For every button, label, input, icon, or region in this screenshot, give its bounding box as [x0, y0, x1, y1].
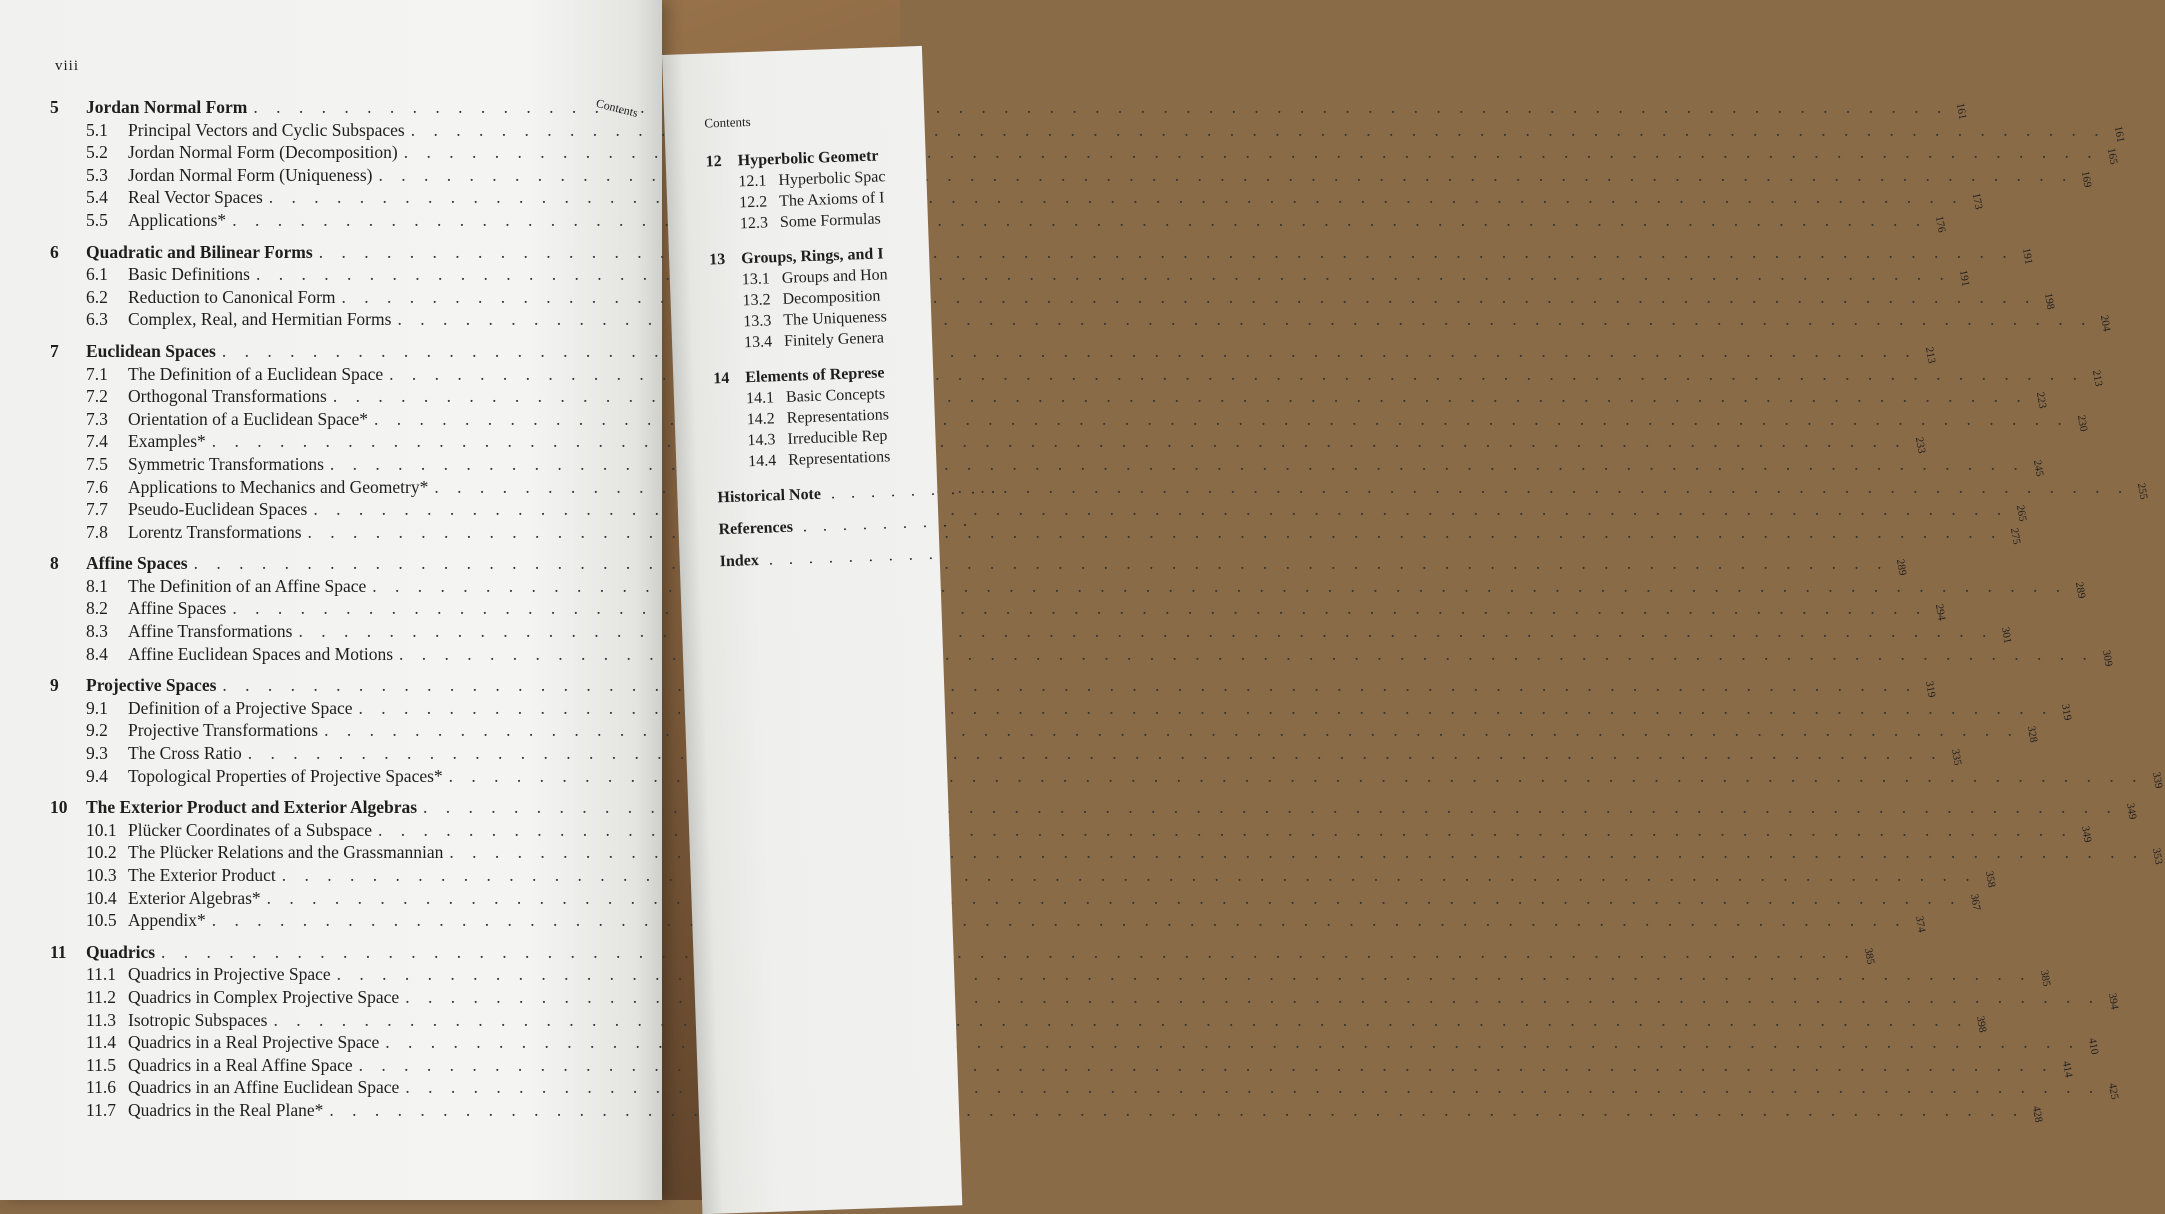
section-number: 10.5 [86, 910, 117, 931]
right-section-number: 13.1 [741, 270, 771, 289]
section-title: Quadrics in a Real Affine Space [128, 1054, 353, 1075]
right-section-title: The Uniqueness [783, 308, 888, 329]
chapter-title: Projective Spaces [86, 675, 217, 696]
section-title: Quadrics in a Real Projective Space [128, 1032, 380, 1053]
section-number: 11.4 [86, 1032, 116, 1053]
section-title: Jordan Normal Form (Uniqueness) [128, 164, 373, 185]
section-page-number: 398 [1974, 1014, 1989, 1033]
right-table-of-contents [704, 108, 1002, 586]
section-number: 9.2 [86, 720, 108, 741]
section-page-number: 169 [2079, 169, 2094, 189]
right-section-number: 14.4 [747, 452, 777, 471]
section-number: 10.3 [86, 865, 117, 885]
dot-leader [267, 888, 1962, 909]
dot-leader [319, 242, 2014, 263]
right-section-title: Hyperbolic Spac [778, 168, 886, 190]
section-number: 11.5 [86, 1054, 116, 1075]
chapter-page-number: 161 [1954, 102, 1969, 121]
section-page-number: 428 [2030, 1105, 2045, 1124]
section-title: The Definition of an Affine Space [128, 575, 367, 596]
section-page-number: 255 [2135, 481, 2150, 500]
dot-leader [423, 797, 2118, 818]
section-number: 11.1 [86, 964, 116, 985]
section-page-number: 173 [1969, 192, 1985, 211]
dot-leader [232, 210, 1927, 231]
section-title: Orientation of a Euclidean Space* [128, 408, 369, 429]
right-chapter-number: 13 [708, 250, 726, 269]
right-section-number: 13.3 [743, 312, 772, 331]
section-page-number: 176 [1932, 215, 1948, 234]
section-number: 6.1 [86, 264, 108, 285]
section-title: Applications* [128, 209, 227, 230]
section-page-number: 394 [2105, 992, 2121, 1011]
right-section-number: 12.3 [739, 214, 769, 233]
section-number: 10.4 [86, 887, 117, 908]
right-section-title: Some Formulas [779, 210, 882, 231]
right-section-number: 13.4 [743, 333, 773, 352]
section-title: Pseudo-Euclidean Spaces [128, 499, 308, 520]
section-line [50, 986, 2121, 1011]
dot-leader [269, 187, 1964, 208]
dot-leader [378, 820, 2073, 841]
section-number: 7.3 [86, 408, 108, 429]
dot-leader [405, 987, 2100, 1008]
section-page-number: 289 [2073, 580, 2088, 600]
section-title: Exterior Algebras* [128, 887, 261, 908]
dot-leader [308, 522, 2003, 543]
section-number: 5.4 [86, 187, 108, 208]
section-title: Affine Spaces [128, 598, 227, 619]
right-section-title: Representations [787, 448, 891, 469]
section-page-number: 191 [1956, 269, 1972, 288]
section-page-number: 367 [1967, 892, 1983, 911]
section-title: The Plücker Relations and the Grassmannian [128, 842, 444, 863]
back-matter-title: Historical Note [717, 485, 822, 507]
section-title: Quadrics in the Real Plane* [128, 1099, 324, 1120]
section-page-number: 230 [2074, 413, 2090, 433]
indent-spacer [716, 466, 748, 467]
section-page-number: 339 [2149, 770, 2165, 790]
right-chapter-title: Elements of Represe [745, 364, 885, 387]
section-number: 8.2 [86, 598, 108, 619]
section-line [50, 819, 2094, 844]
running-head: Contents [594, 96, 640, 120]
section-title: Isotropic Subspaces [128, 1009, 268, 1030]
right-section-title: Groups and Hon [781, 266, 888, 287]
chapter-entry [50, 941, 2121, 1124]
dot-leader [329, 1100, 2024, 1121]
section-number: 10.1 [86, 819, 117, 840]
dot-leader [248, 743, 1943, 764]
dot-leader [313, 499, 2008, 520]
indent-spacer [715, 424, 747, 425]
right-section-title: Irreducible Rep [787, 427, 888, 448]
section-page-number: 265 [2014, 504, 2029, 523]
dot-leader [161, 942, 1856, 963]
chapter-entry [50, 797, 2165, 934]
section-page-number: 233 [1912, 436, 1928, 455]
section-page-number: 223 [2033, 391, 2049, 410]
section-title: The Exterior Product [128, 865, 276, 885]
right-chapter-entry [709, 243, 943, 356]
section-title: Jordan Normal Form (Decomposition) [128, 142, 398, 163]
chapter-number: 8 [50, 553, 59, 574]
section-line [50, 697, 2074, 722]
chapter-title: Quadratic and Bilinear Forms [86, 241, 313, 262]
section-title: Examples* [128, 431, 206, 452]
chapter-page-number: 213 [1922, 346, 1938, 365]
section-number: 5.1 [86, 119, 108, 140]
section-page-number: 245 [2030, 458, 2046, 478]
section-title: Quadrics in Complex Projective Space [128, 986, 400, 1007]
back-matter-list [717, 479, 1002, 585]
dot-leader [324, 720, 2019, 741]
right-chapter-entry [713, 362, 947, 475]
chapter-number: 6 [50, 241, 59, 262]
section-line [50, 910, 1928, 934]
section-page-number: 328 [2024, 725, 2040, 744]
section-title: Projective Transformations [128, 720, 319, 741]
right-section-number: 12.2 [738, 193, 768, 212]
chapter-line [50, 941, 1877, 966]
section-number: 9.3 [86, 743, 108, 764]
chapter-title: The Exterior Product and Exterior Algebras [86, 797, 418, 818]
indent-spacer [712, 347, 744, 348]
section-number: 7.1 [86, 363, 108, 384]
chapter-page-number: 191 [2019, 246, 2035, 265]
chapter-entry [50, 675, 2165, 790]
section-line [50, 1054, 2075, 1079]
section-page-number: 213 [2089, 368, 2105, 387]
chapter-page-number: 289 [1894, 558, 1910, 577]
dot-leader [389, 364, 2084, 385]
dot-leader [222, 341, 1917, 362]
section-number: 10.2 [86, 842, 117, 863]
dot-leader: . . . . . . . . . [758, 545, 940, 569]
section-number: 8.3 [86, 621, 108, 642]
section-line [50, 1009, 1989, 1033]
section-number: 7.6 [86, 476, 108, 497]
chapter-number: 7 [50, 340, 59, 361]
chapter-number: 10 [50, 797, 68, 818]
dot-leader [374, 409, 2069, 430]
back-matter-title: References [718, 518, 794, 539]
section-number: 7.5 [86, 453, 108, 474]
section-page-number: 358 [1982, 870, 1998, 889]
section-line [50, 743, 1964, 767]
section-page-number: 198 [2042, 291, 2057, 311]
section-number: 11.6 [86, 1077, 116, 1098]
section-number: 8.1 [86, 575, 108, 596]
section-title: Symmetric Transformations [128, 453, 324, 474]
section-number: 8.4 [86, 643, 108, 664]
indent-spacer [710, 284, 742, 285]
right-running-head: Contents [704, 113, 751, 131]
section-line [50, 865, 1998, 889]
section-line [50, 842, 2165, 866]
right-section-number: 14.3 [747, 431, 776, 450]
section-line [50, 1032, 2101, 1056]
section-line [50, 765, 2165, 790]
dot-leader [256, 264, 1951, 285]
chapter-number: 11 [50, 941, 67, 962]
section-title: Orthogonal Transformations [128, 386, 327, 407]
dot-leader [222, 675, 1917, 696]
dot-leader [282, 865, 1977, 886]
dot-leader: . . . . . . . . . [820, 479, 1002, 503]
section-title: Principal Vectors and Cyclic Subspaces [128, 119, 405, 140]
dot-leader [378, 165, 2073, 186]
right-section-number: 12.1 [738, 172, 767, 191]
chapter-title: Affine Spaces [86, 553, 188, 574]
indent-spacer [707, 186, 739, 187]
dot-leader [404, 142, 2099, 163]
dot-leader [253, 97, 1948, 118]
dot-leader [359, 698, 2054, 719]
chapter-line [50, 797, 2139, 821]
dot-leader [274, 1010, 1969, 1031]
indent-spacer [711, 305, 743, 306]
section-number: 11.3 [86, 1009, 116, 1030]
dot-leader: . . . . . . . . . [792, 512, 974, 536]
section-page-number: 349 [2078, 824, 2094, 844]
section-title: Applications to Mechanics and Geometry* [128, 476, 429, 497]
section-number: 5.3 [86, 164, 108, 185]
section-page-number: 275 [2008, 526, 2023, 546]
dot-leader [397, 309, 2092, 330]
chapter-page-number: 349 [2123, 802, 2139, 821]
section-line [50, 887, 1983, 911]
chapter-line [50, 675, 1938, 699]
right-section-number: 14.1 [745, 389, 775, 408]
right-book-page [662, 46, 1002, 1214]
section-title: Quadrics in an Affine Euclidean Space [128, 1077, 400, 1098]
chapter-number: 5 [50, 97, 59, 117]
section-title: The Definition of a Euclidean Space [128, 363, 384, 384]
right-section-title: The Axioms of I [778, 189, 885, 210]
dot-leader [330, 454, 2025, 475]
section-number: 7.8 [86, 521, 108, 542]
section-line [50, 643, 2115, 668]
dot-leader [342, 287, 2037, 308]
section-title: Quadrics in Projective Space [128, 964, 331, 985]
right-section-title: Finitely Genera [783, 329, 885, 350]
section-page-number: 414 [2059, 1059, 2075, 1079]
dot-leader [359, 1055, 2054, 1076]
chapter-page-number: 319 [1923, 680, 1938, 699]
section-line [50, 1099, 2045, 1124]
section-title: Appendix* [128, 910, 206, 931]
section-title: Reduction to Canonical Form [128, 286, 336, 307]
section-page-number: 319 [2059, 702, 2074, 722]
dot-leader [212, 910, 1907, 931]
section-line [50, 621, 2014, 645]
back-matter-entry [719, 545, 950, 585]
section-number: 9.1 [86, 697, 108, 718]
section-title: Lorentz Transformations [128, 521, 302, 542]
right-section-number: 14.2 [746, 410, 776, 429]
back-matter-title: Index [719, 551, 760, 571]
section-title: Affine Transformations [128, 621, 293, 642]
right-chapter-list [705, 146, 946, 476]
dot-leader [194, 553, 1889, 574]
section-title: Affine Euclidean Spaces and Motions [128, 643, 394, 664]
section-line [50, 598, 1948, 622]
section-page-number: 161 [2111, 124, 2127, 143]
section-number: 6.3 [86, 309, 108, 330]
dot-leader [399, 644, 2094, 665]
section-page-number: 353 [2150, 847, 2165, 866]
right-section-title: Decomposition [782, 287, 881, 308]
dot-leader [337, 964, 2032, 985]
dot-leader [298, 621, 1993, 642]
section-title: Plücker Coordinates of a Subspace [128, 819, 372, 840]
section-number: 7.4 [86, 431, 108, 452]
section-title: The Cross Ratio [128, 743, 242, 764]
indent-spacer [712, 326, 744, 327]
indent-spacer [716, 445, 748, 446]
section-title: Complex, Real, and Hermitian Forms [128, 309, 392, 330]
section-page-number: 410 [2085, 1037, 2101, 1056]
right-chapter-entry [705, 146, 938, 238]
section-number: 5.2 [86, 142, 108, 163]
dot-leader [405, 1077, 2100, 1098]
chapter-page-number: 385 [1861, 946, 1877, 966]
chapter-title: Quadrics [86, 941, 156, 962]
indent-spacer [707, 207, 739, 208]
section-number: 6.2 [86, 286, 108, 307]
section-title: Definition of a Projective Space [128, 697, 353, 718]
section-title: Topological Properties of Projective Spaces* [128, 765, 443, 786]
dot-leader [385, 1032, 2080, 1053]
chapter-title: Euclidean Spaces [86, 340, 216, 361]
right-chapter-title: Groups, Rings, and I [740, 245, 884, 268]
right-chapter-title: Hyperbolic Geometr [737, 147, 879, 170]
section-page-number: 335 [1948, 748, 1964, 767]
page-number: viii [55, 58, 80, 74]
section-page-number: 204 [2098, 314, 2113, 333]
dot-leader [372, 576, 2067, 597]
dot-leader [333, 386, 2028, 407]
section-page-number: 301 [1999, 626, 2014, 645]
indent-spacer [708, 228, 740, 229]
section-number: 5.5 [86, 209, 108, 230]
section-number: 11.2 [86, 986, 116, 1007]
chapter-number: 9 [50, 675, 59, 696]
section-number: 9.4 [86, 765, 108, 786]
section-number: 7.2 [86, 386, 108, 407]
chapter-line [50, 97, 1969, 121]
section-page-number: 294 [1933, 603, 1948, 622]
right-section-number: 13.2 [742, 291, 771, 310]
section-line [50, 575, 2088, 600]
section-number: 11.7 [86, 1099, 116, 1120]
chapter-title: Jordan Normal Form [86, 97, 248, 117]
right-chapter-number: 12 [705, 152, 723, 171]
right-chapter-number: 14 [713, 369, 730, 388]
section-title: Real Vector Spaces [128, 187, 263, 208]
section-line [50, 499, 2029, 523]
section-line [50, 964, 2053, 988]
section-page-number: 374 [1912, 915, 1928, 934]
section-line [50, 720, 2040, 744]
section-title: Basic Definitions [128, 264, 250, 285]
right-section-title: Basic Concepts [785, 385, 886, 406]
section-number: 7.7 [86, 499, 108, 520]
section-page-number: 165 [2104, 147, 2120, 166]
dot-leader [212, 431, 1907, 452]
dot-leader [232, 598, 1927, 619]
section-page-number: 425 [2106, 1082, 2121, 1101]
indent-spacer [714, 403, 746, 404]
section-line [50, 1077, 2121, 1101]
section-page-number: 309 [2099, 648, 2115, 668]
right-section-title: Representations [786, 406, 890, 427]
section-page-number: 385 [2037, 969, 2053, 988]
